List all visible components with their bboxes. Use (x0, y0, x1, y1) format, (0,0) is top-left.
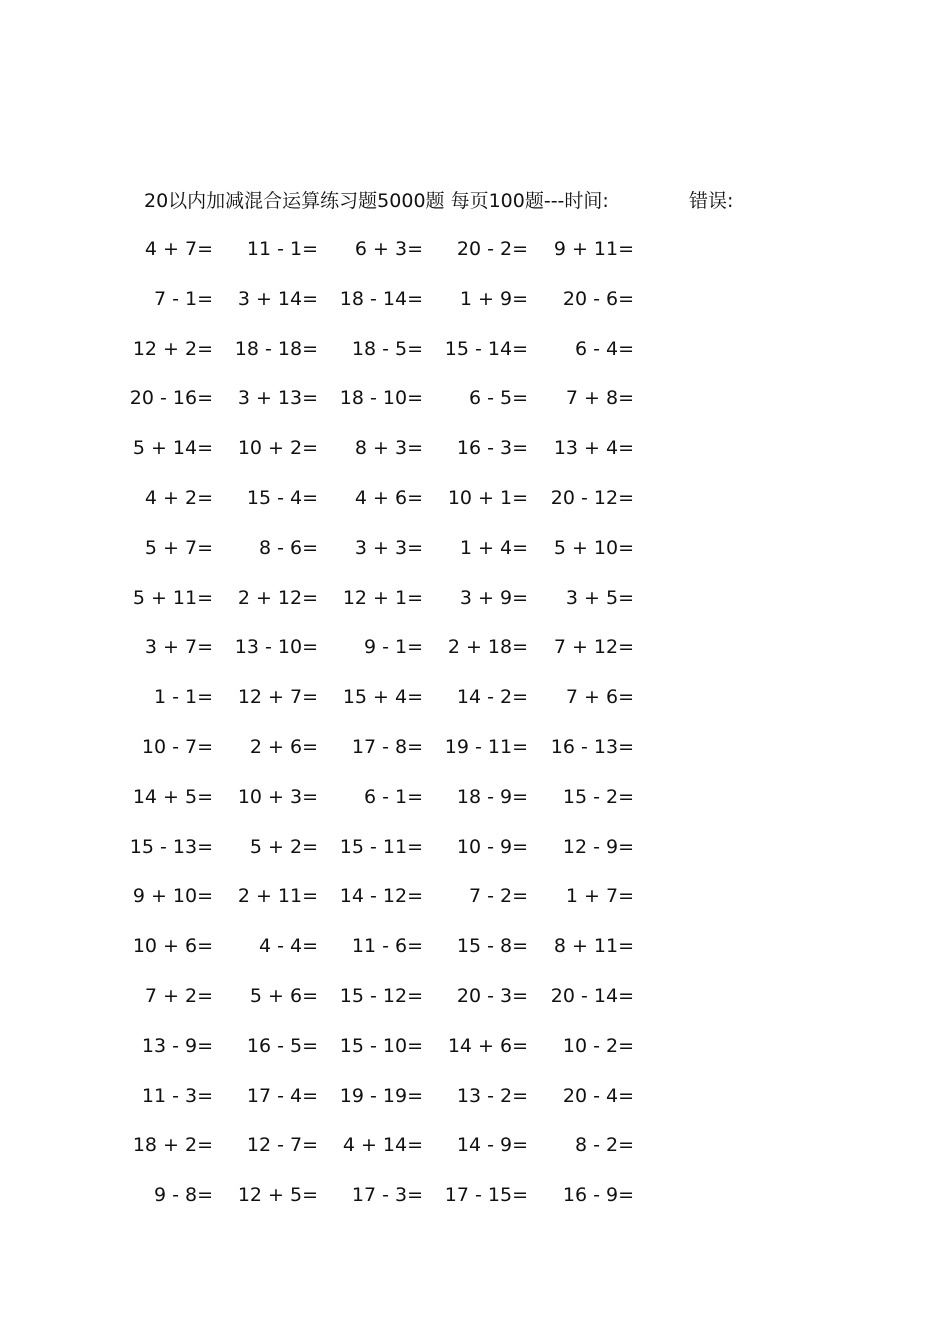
problem-item: 17 - 15= (444, 1184, 528, 1207)
problem-item: 14 - 9= (456, 1134, 528, 1157)
problem-item: 11 - 6= (351, 935, 423, 958)
problem-item: 4 + 7= (144, 238, 213, 260)
problem-item: 5 + 7= (144, 536, 213, 559)
problem-item: 12 + 5= (237, 1184, 318, 1207)
problem-item: 5 + 11= (132, 586, 213, 609)
problem-item: 14 + 5= (132, 785, 213, 808)
problem-item: 15 - 4= (246, 487, 318, 509)
problem-item: 16 - 5= (246, 1034, 318, 1057)
problem-item: 6 - 5= (468, 387, 528, 410)
problem-item: 2 + 18= (447, 636, 528, 659)
problem-item: 17 - 8= (351, 736, 423, 758)
problem-item: 4 - 4= (258, 935, 318, 958)
problem-item: 15 - 11= (339, 835, 423, 858)
problem-item: 2 + 12= (237, 586, 318, 609)
worksheet-title: 20以内加减混合运算练习题5000题 每页100题---时间: (144, 190, 609, 212)
problem-item: 4 + 6= (354, 487, 423, 509)
problem-item: 9 + 10= (132, 885, 213, 908)
problem-item: 12 - 9= (562, 835, 634, 858)
problem-item: 1 + 9= (459, 287, 528, 310)
problem-item: 13 - 10= (234, 636, 318, 659)
problem-item: 3 + 3= (354, 536, 423, 559)
problem-item: 1 + 4= (459, 536, 528, 559)
problem-item: 17 - 3= (351, 1184, 423, 1207)
problem-item: 16 - 13= (550, 736, 634, 758)
problem-item: 13 - 2= (456, 1084, 528, 1107)
problem-item: 6 - 1= (363, 785, 423, 808)
problem-item: 3 + 14= (237, 287, 318, 310)
errors-label: 错误: (689, 190, 734, 212)
problem-item: 10 - 7= (141, 736, 213, 758)
problem-item: 15 - 13= (129, 835, 213, 858)
problem-item: 5 + 6= (249, 985, 318, 1007)
problem-item: 2 + 6= (249, 736, 318, 758)
problem-item: 20 - 4= (562, 1084, 634, 1107)
problem-item: 18 + 2= (132, 1134, 213, 1157)
problem-item: 18 - 9= (456, 785, 528, 808)
problem-item: 10 - 9= (456, 835, 528, 858)
problem-item: 17 - 4= (246, 1084, 318, 1107)
problem-item: 20 - 2= (456, 238, 528, 260)
problem-item: 7 + 6= (565, 686, 634, 709)
problem-item: 10 + 3= (237, 785, 318, 808)
problem-item: 12 + 1= (342, 586, 423, 609)
problem-item: 20 - 14= (550, 985, 634, 1007)
problem-item: 12 + 7= (237, 686, 318, 709)
problem-item: 4 + 2= (144, 487, 213, 509)
problem-item: 11 - 1= (246, 238, 318, 260)
problem-item: 11 - 3= (141, 1084, 213, 1107)
problem-item: 1 + 7= (565, 885, 634, 908)
problem-item: 10 + 2= (237, 437, 318, 460)
problem-item: 20 - 3= (456, 985, 528, 1007)
problem-item: 15 + 4= (342, 686, 423, 709)
problem-item: 6 - 4= (574, 337, 634, 360)
problem-item: 14 - 12= (339, 885, 423, 908)
problem-item: 3 + 7= (144, 636, 213, 659)
problem-item: 7 + 12= (553, 636, 634, 659)
problem-item: 9 - 8= (153, 1184, 213, 1207)
problem-item: 14 - 2= (456, 686, 528, 709)
problem-item: 18 - 10= (339, 387, 423, 410)
problem-item: 5 + 2= (249, 835, 318, 858)
problem-item: 5 + 14= (132, 437, 213, 460)
problem-item: 12 - 7= (246, 1134, 318, 1157)
problem-item: 7 + 8= (565, 387, 634, 410)
problem-item: 16 - 3= (456, 437, 528, 460)
problem-item: 15 - 2= (562, 785, 634, 808)
problem-item: 3 + 13= (237, 387, 318, 410)
problem-item: 4 + 14= (342, 1134, 423, 1157)
problem-item: 12 + 2= (132, 337, 213, 360)
problem-item: 6 + 3= (354, 238, 423, 260)
problem-item: 20 - 6= (562, 287, 634, 310)
problem-item: 7 + 2= (144, 985, 213, 1007)
problem-item: 10 + 1= (447, 487, 528, 509)
problem-item: 5 + 10= (553, 536, 634, 559)
problem-item: 9 + 11= (553, 238, 634, 260)
problem-item: 3 + 9= (459, 586, 528, 609)
problem-item: 8 - 6= (258, 536, 318, 559)
problem-item: 13 - 9= (141, 1034, 213, 1057)
problem-item: 15 - 10= (339, 1034, 423, 1057)
problem-item: 8 + 11= (553, 935, 634, 958)
problem-item: 13 + 4= (553, 437, 634, 460)
problem-item: 7 - 2= (468, 885, 528, 908)
problem-item: 9 - 1= (363, 636, 423, 659)
problem-item: 10 + 6= (132, 935, 213, 958)
problem-item: 20 - 16= (129, 387, 213, 410)
problem-item: 3 + 5= (565, 586, 634, 609)
problem-item: 1 - 1= (153, 686, 213, 709)
problem-item: 19 - 11= (444, 736, 528, 758)
problem-item: 14 + 6= (447, 1034, 528, 1057)
problem-item: 15 - 8= (456, 935, 528, 958)
problem-item: 15 - 14= (444, 337, 528, 360)
problem-item: 18 - 5= (351, 337, 423, 360)
problem-item: 19 - 19= (339, 1084, 423, 1107)
problem-item: 20 - 12= (550, 487, 634, 509)
problem-item: 7 - 1= (153, 287, 213, 310)
problem-item: 10 - 2= (562, 1034, 634, 1057)
problem-item: 8 - 2= (574, 1134, 634, 1157)
problem-item: 2 + 11= (237, 885, 318, 908)
problem-item: 8 + 3= (354, 437, 423, 460)
problem-item: 15 - 12= (339, 985, 423, 1007)
problem-item: 18 - 18= (234, 337, 318, 360)
problem-item: 16 - 9= (562, 1184, 634, 1207)
problem-item: 18 - 14= (339, 287, 423, 310)
